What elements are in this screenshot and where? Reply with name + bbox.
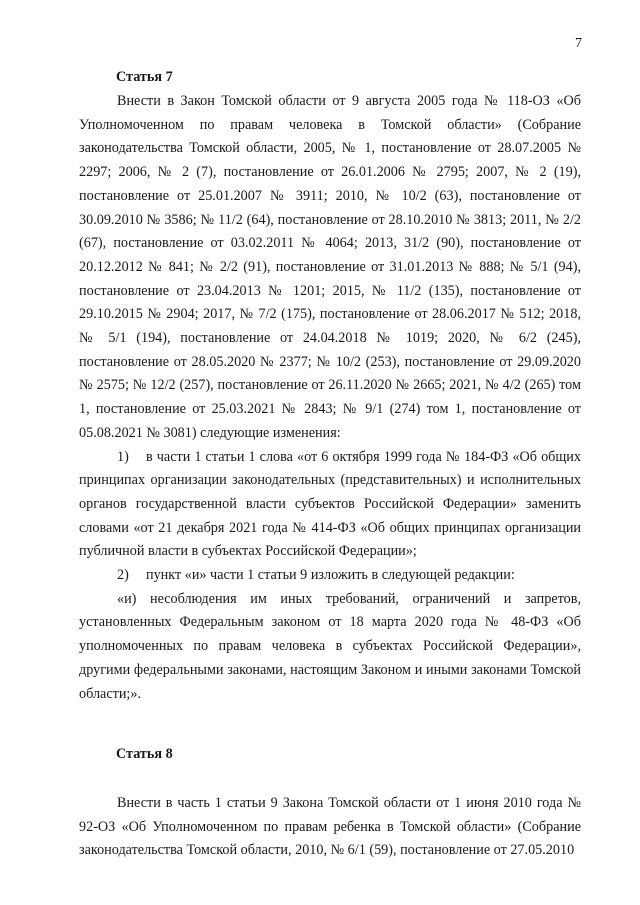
- article-7-quote: «и) несоблюдения им иных требований, ограничений и запретов, установленных Федеральным законом от 18 марта 2020 года № 48-ФЗ «Об уполномоченных по правам человека в субъектах Российской Федерации», другими федеральными законами, настоящим Законом и иными законами Томской области;».: [79, 590, 581, 702]
- article-8-intro: Внести в часть 1 статьи 9 Закона Томской области от 1 июня 2010 года № 92-ОЗ «Об Уполномоченном по правам ребенка в Томской области» (Собрание законодательства Томской области, 2010, № 6/1 (59), постановление от 27.05.2010: [79, 795, 581, 859]
- article-8-heading: Статья 8: [116, 746, 173, 762]
- article-7-item-1: [79, 446, 581, 565]
- article-7-item-2: [79, 564, 581, 588]
- article-7-body: [79, 90, 581, 706]
- item-number: 2): [117, 567, 129, 584]
- page-number: 7: [575, 36, 582, 51]
- item-number: 1): [117, 448, 129, 465]
- article-7-heading: Статья 7: [116, 69, 173, 85]
- item-text: пункт «и» части 1 статьи 9 изложить в следующей редакции:: [146, 567, 515, 584]
- article-7-intro: Внести в Закон Томской области от 9 августа 2005 года № 118-ОЗ «Об Уполномоченном по правам человека в Томской области» (Собрание законодательства Томской области, 2005, № 1, постановление от 28.07.2005 № 2297; 2006, № 2 (7), постановление от 26.01.2006 № 2795; 2007, № 2 (19), постановление от 25.01.2007 № 3911; 2010, № 10/2 (63), постановление от 30.09.2010 № 3586; № 11/2 (64), постановление от 28.10.2010 № 3813; 2011, № 2/2 (67), постановление от 03.02.2011 № 4064; 2013, 31/2 (90), постановление от 20.12.2012 № 841; № 2/2 (91), постановление от 31.01.2013 № 888; № 5/1 (94), постановление от 23.04.2013 № 1201; 2015, № 11/2 (135), постановление от 29.10.2015 № 2904; 2017, № 7/2 (175), постановление от 28.06.2017 № 512; 2018, № 5/1 (194), постановление от 24.04.2018 № 1019; 2020, № 6/2 (245), постановление от 28.05.2020 № 2377; № 10/2 (253), постановление от 29.09.2020 № 2575; № 12/2 (257), постановление от 26.11.2020 № 2665; 2021, № 4/2 (265) том 1, постановление от 25.03.2021 № 2843; № 9/1 (274) том 1, постановление от 05.08.2021 № 3081) следующие изменения:: [79, 93, 581, 441]
- article-8-body: [79, 792, 581, 863]
- item-text: в части 1 статьи 1 слова «от 6 октября 1999 года № 184-ФЗ «Об общих принципах организации законодательных (представительных) и исполнительных органов государственной власти субъектов Российской Федерации» заменить словами «от 21 декабря 2021 года № 414-ФЗ «Об общих принципах организации публичной власти в субъектах Российской Федерации»;: [79, 448, 581, 560]
